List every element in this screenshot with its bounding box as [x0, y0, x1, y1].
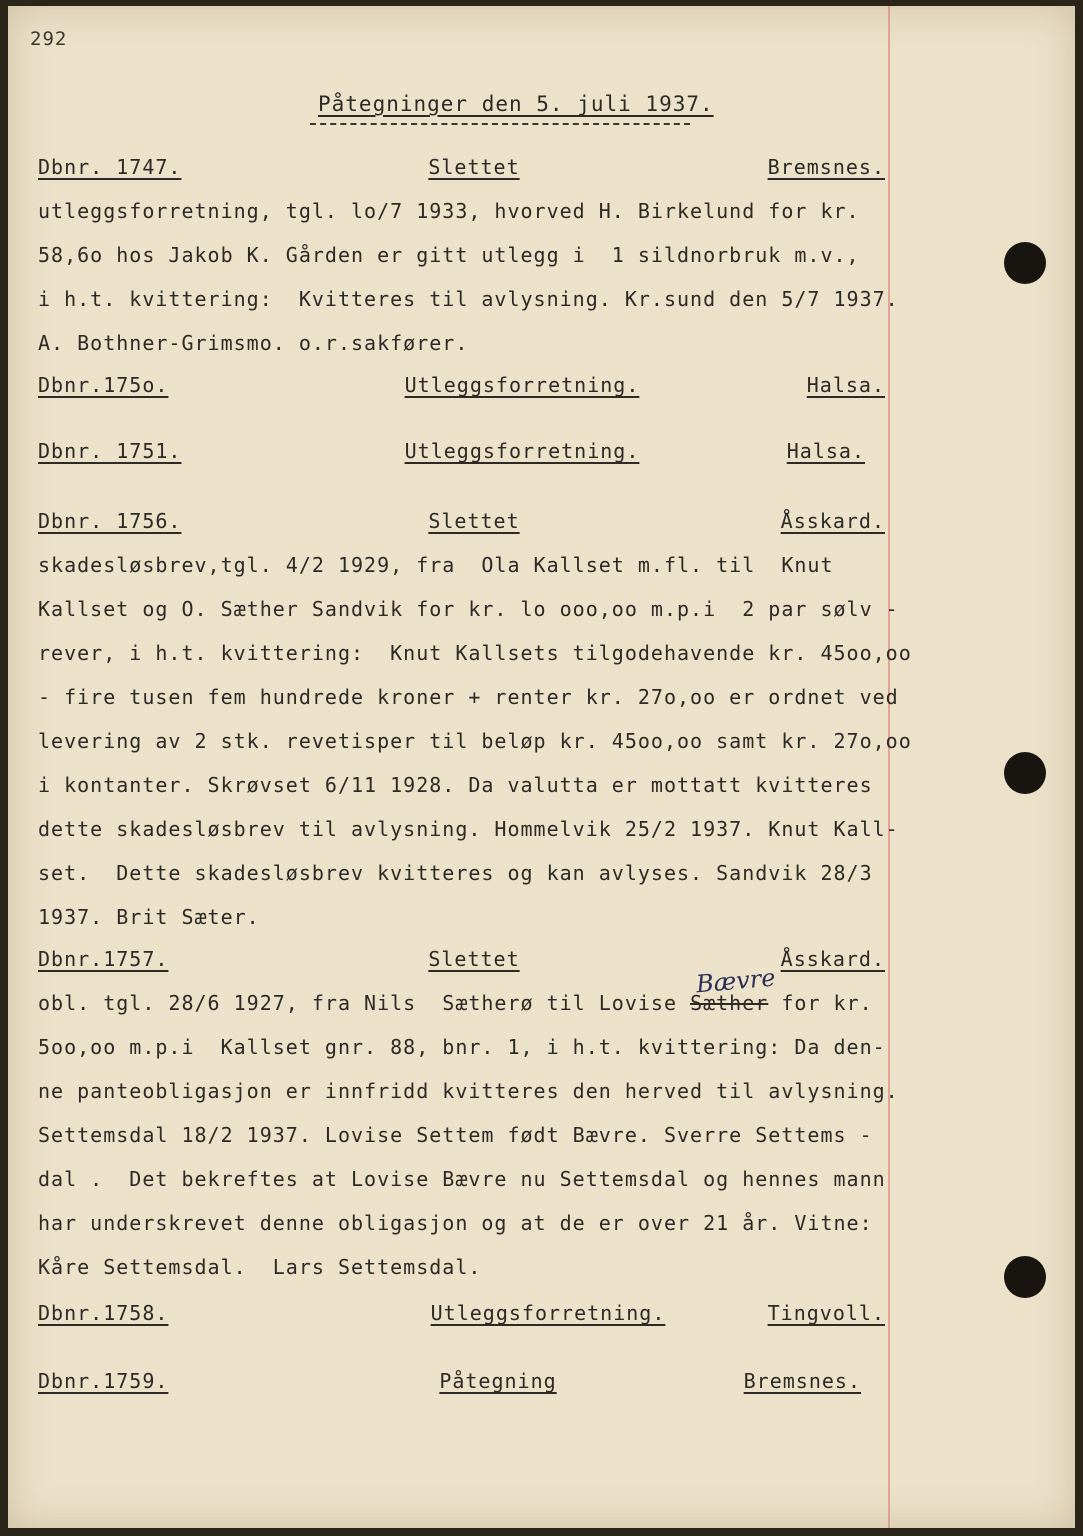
struck-word: Sæther	[690, 991, 769, 1015]
entry-1757-place: Åsskard.	[780, 947, 885, 971]
entry-1756-line: 1937. Brit Sæter.	[38, 905, 260, 929]
entry-1751-type: Utleggsforretning.	[404, 439, 640, 463]
page-number: 292	[30, 28, 68, 50]
entry-1747-line: i h.t. kvittering: Kvitteres til avlysning. Kr.sund den 5/7 1937.	[38, 287, 899, 311]
entry-1756-line: set. Dette skadesløsbrev kvitteres og kan avlyses. Sandvik 28/3	[38, 861, 873, 885]
handwritten-correction: Bævre	[694, 963, 777, 999]
entry-1747-line: utleggsforretning, tgl. lo/7 1933, hvorved H. Birkelund for kr.	[38, 199, 860, 223]
entry-1756-place: Åsskard.	[780, 509, 885, 533]
entry-1756-type: Slettet	[428, 509, 520, 533]
entry-1747-line: A. Bothner-Grimsmo. o.r.sakfører.	[38, 331, 469, 355]
page-heading: Påtegninger den 5. juli 1937.	[318, 92, 714, 116]
entry-1747-place: Bremsnes.	[767, 155, 885, 179]
binder-hole-bottom	[1004, 1256, 1046, 1298]
entry-1756-line: dette skadesløsbrev til avlysning. Hommelvik 25/2 1937. Knut Kall-	[38, 817, 899, 841]
entry-1758-dbnr: Dbnr.1758.	[38, 1301, 169, 1325]
entry-1757-line-start: obl. tgl. 28/6 1927, fra Nils Sætherø til Lovise	[38, 991, 678, 1015]
entry-1757-line: dal . Det bekreftes at Lovise Bævre nu Settemsdal og hennes mann	[38, 1167, 886, 1191]
entry-1757-line: Settemsdal 18/2 1937. Lovise Settem født Bævre. Sverre Settems -	[38, 1123, 873, 1147]
entry-1747-type: Slettet	[428, 155, 520, 179]
entry-1756-line: rever, i h.t. kvittering: Knut Kallsets tilgodehavende kr. 45oo,oo	[38, 641, 912, 665]
entry-1757-type: Slettet	[428, 947, 520, 971]
entry-1756-line: levering av 2 stk. revetisper til beløp kr. 45oo,oo samt kr. 27o,oo	[38, 729, 912, 753]
entry-1750-place: Halsa.	[806, 373, 885, 397]
entry-1750-dbnr: Dbnr.175o.	[38, 373, 169, 397]
entry-1756-dbnr: Dbnr. 1756.	[38, 509, 182, 533]
entry-1757-line: ne panteobligasjon er innfridd kvitteres den herved til avlysning.	[38, 1079, 899, 1103]
entry-1757-line: har underskrevet denne obligasjon og at de er over 21 år. Vitne:	[38, 1211, 873, 1235]
entry-1747-dbnr: Dbnr. 1747.	[38, 155, 182, 179]
entry-1756-line: skadesløsbrev,tgl. 4/2 1929, fra Ola Kallset m.fl. til Knut	[38, 553, 834, 577]
entry-1750-type: Utleggsforretning.	[404, 373, 640, 397]
entry-1756-line: Kallset og O. Sæther Sandvik for kr. lo ooo,oo m.p.i 2 par sølv -	[38, 597, 899, 621]
binder-hole-top	[1004, 242, 1046, 284]
entry-1759-place: Bremsnes.	[743, 1369, 861, 1393]
entry-1757-line: 5oo,oo m.p.i Kallset gnr. 88, bnr. 1, i h.t. kvittering: Da den-	[38, 1035, 886, 1059]
margin-rule	[888, 6, 890, 1528]
entry-1758-type: Utleggsforretning.	[430, 1301, 666, 1325]
entry-1756-line: - fire tusen fem hundrede kroner + renter kr. 27o,oo er ordnet ved	[38, 685, 899, 709]
entry-1747-line: 58,6o hos Jakob K. Gården er gitt utlegg i 1 sildnorbruk m.v.,	[38, 243, 860, 267]
document-page	[8, 6, 1075, 1528]
entry-1751-place: Halsa.	[786, 439, 865, 463]
heading-underline	[310, 123, 690, 125]
entry-1757-line: Kåre Settemsdal. Lars Settemsdal.	[38, 1255, 482, 1279]
entry-1751-dbnr: Dbnr. 1751.	[38, 439, 182, 463]
entry-1759-type: Påtegning	[439, 1369, 557, 1393]
entry-1757-line-tail: for kr.	[781, 991, 873, 1015]
entry-1757-line	[38, 990, 873, 1016]
entry-1758-place: Tingvoll.	[767, 1301, 885, 1325]
entry-1759-dbnr: Dbnr.1759.	[38, 1369, 169, 1393]
binder-hole-middle	[1004, 752, 1046, 794]
entry-1756-line: i kontanter. Skrøvset 6/11 1928. Da valutta er mottatt kvitteres	[38, 773, 873, 797]
entry-1757-dbnr: Dbnr.1757.	[38, 947, 169, 971]
